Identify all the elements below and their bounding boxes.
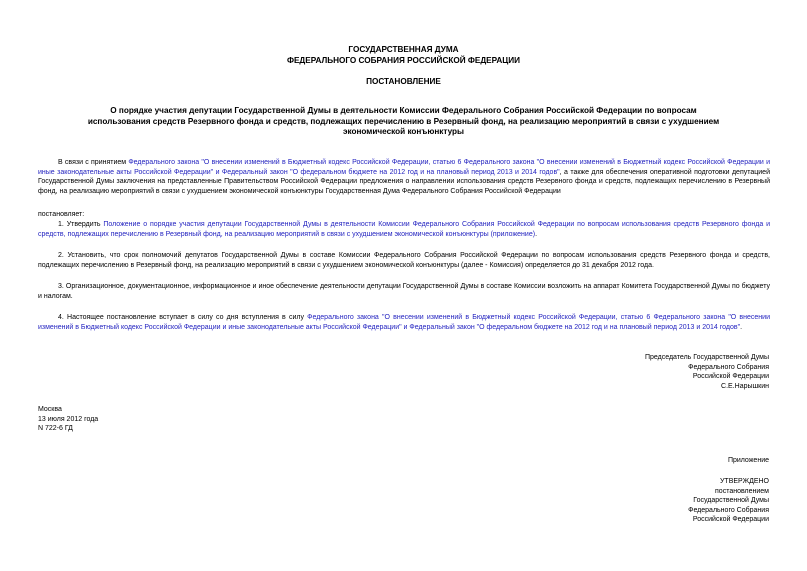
approval-line-1: постановлением — [715, 487, 769, 495]
regulation-link[interactable]: Положение о порядке участия депутации Государственной Думы в деятельности Комиссии Федерального Собрания Российской Федерации по вопросам использования средств Резервного фонда и средств, подлежащих перечислению в Резервный фонд, на реализацию мероприятий в связи с ухудшением экономической конъюнктуры (приложение) — [38, 221, 770, 238]
approval-line-2: Государственной Думы — [693, 497, 769, 505]
date: 13 июля 2012 года — [38, 415, 99, 423]
signature-block — [645, 353, 769, 391]
approval-block — [688, 477, 769, 525]
item-1 — [38, 220, 770, 239]
item-4-suffix: . — [740, 323, 743, 331]
appendix-label: Приложение — [727, 457, 769, 464]
signatory-name: С.Е.Нарышкин — [721, 382, 769, 390]
item-4-prefix: 4. Настоящее постановление вступает в силу со дня вступления в силу — [58, 314, 308, 321]
item-4 — [38, 313, 770, 332]
signature-line-1: Председатель Государственной Думы — [644, 354, 769, 361]
place-date-block — [38, 405, 98, 434]
item-1-prefix: 1. Утвердить — [58, 221, 104, 228]
approved-label: УТВЕРЖДЕНО — [719, 478, 769, 485]
item-1-suffix: . — [535, 230, 538, 238]
federal-law-link-2[interactable]: Федерального закона "О внесении изменений в Бюджетный кодекс Российской Федерации, статью 6 Федерального закона "О внесении изменений в Бюджетный кодекс Российской Федерации и иные законодательные акты Российской Федерации" и Федеральный закон "О федеральном бюджете на 2012 год и на плановый период 2013 и 2014 годов" — [38, 314, 770, 331]
header-line-2: ФЕДЕРАЛЬНОГО СОБРАНИЯ РОССИЙСКОЙ ФЕДЕРАЦИИ — [286, 56, 521, 65]
preamble — [38, 158, 770, 196]
document-type: ПОСТАНОВЛЕНИЕ — [366, 77, 441, 86]
federal-law-link[interactable]: Федерального закона "О внесении изменений в Бюджетный кодекс Российской Федерации, статью 6 Федерального закона "О внесении изменений в Бюджетный кодекс Российской Федерации и иные законодательные акты Российской Федерации" и Федеральный закон "О федеральном бюджете на 2012 год и на плановый период 2013 и 2014 годов" — [38, 159, 770, 176]
signature-line-2: Федерального Собрания — [688, 363, 769, 371]
city: Москва — [38, 406, 62, 413]
item-2: 2. Установить, что срок полномочий депутатов Государственной Думы в составе Комиссии Федерального Собрания Российской Федерации по вопросам использования средств Резервного фонда и средств, подлежащих перечислению в Резервный фонд, на реализацию мероприятий в связи с ухудшением экономической конъюнктуры (далее - Комиссия) определяется до 31 декабря 2012 года. — [38, 252, 770, 269]
preamble-text-1: В связи с принятием — [58, 159, 129, 166]
approval-line-4: Российской Федерации — [692, 516, 769, 524]
document-number: N 722-6 ГД — [38, 425, 73, 433]
item-3: 3. Организационное, документационное, информационное и иное обеспечение деятельности депутации Государственной Думы в составе Комиссии возложить на аппарат Комитета Государственной Думы по бюджету и налогам. — [38, 283, 770, 300]
resolves-label: постановляет: — [38, 211, 85, 218]
approval-line-3: Федерального Собрания — [688, 506, 769, 514]
preamble-text-2: , а также для обеспечения оперативной подготовки депутацией Государственной Думы заключения на представленные Правительством Российской Федерации предложения о направлении использования средств Резервного фонда и средств, подлежащих перечислению в Резервный фонд, на реализацию мероприятий в связи с ухудшением экономической конъюнктуры Государственная Дума Федерального Собрания Российской Федерации — [38, 168, 770, 195]
header-line-1: ГОСУДАРСТВЕННАЯ ДУМА — [348, 45, 459, 54]
signature-line-3: Российской Федерации — [692, 373, 769, 381]
document-title: О порядке участия депутации Государственной Думы в деятельности Комиссии Федерального Собрания Российской Федерации по вопросам использования средств Резервного фонда и средств, подлежащих перечислению в Резервный фонд, на реализацию мероприятий в связи с ухудшением экономической конъюнктуры — [87, 106, 720, 136]
